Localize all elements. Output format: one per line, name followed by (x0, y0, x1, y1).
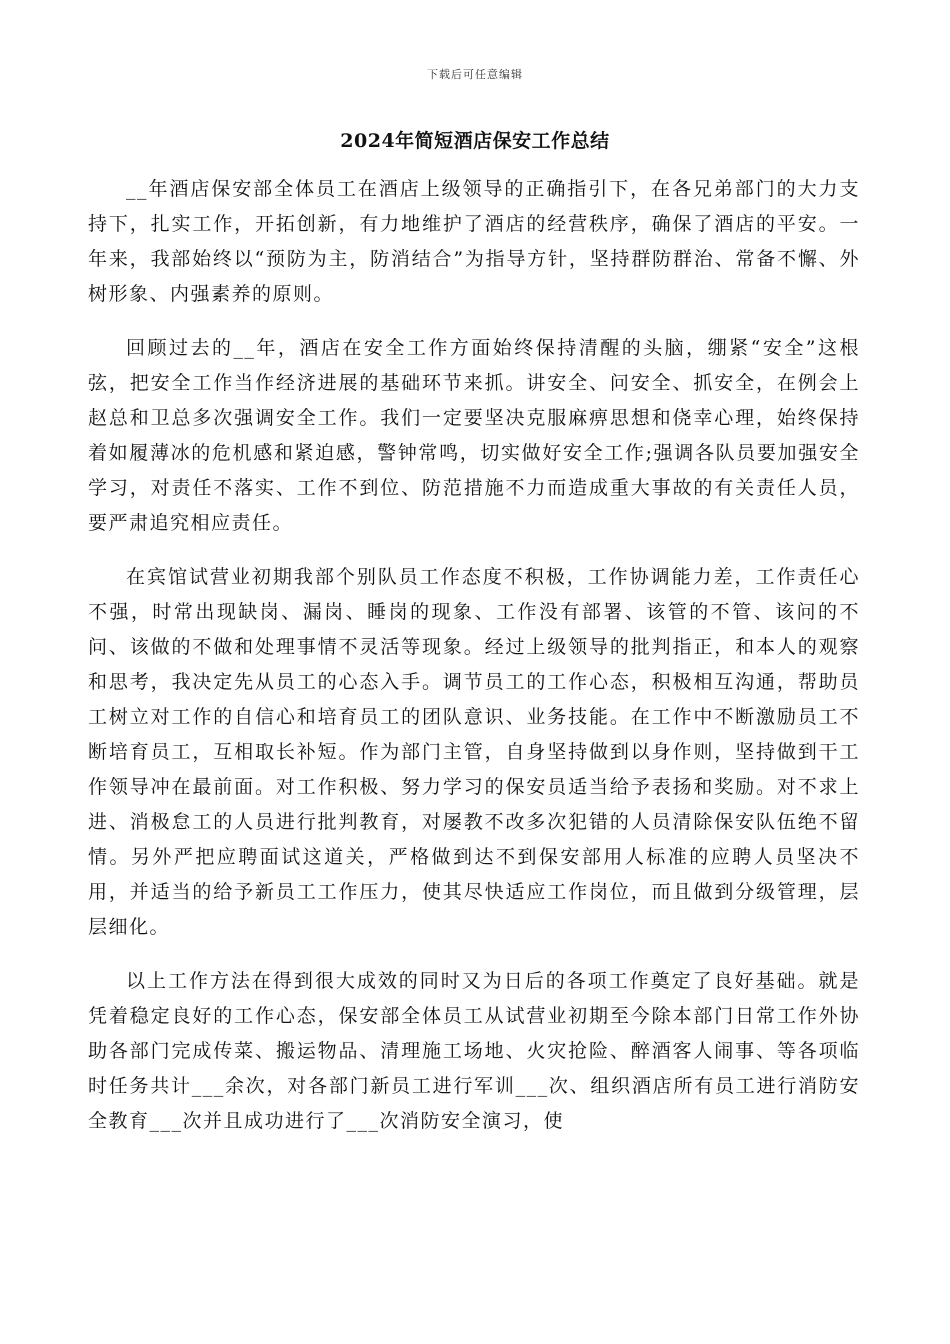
paragraph-1: __年酒店保安部全体员工在酒店上级领导的正确指引下，在各兄弟部门的大力支持下，扎实工作，开拓创新，有力地维护了酒店的经营秩序，确保了酒店的平安。一年来，我部始终以“预防为主，防消结合”为指导方针，坚持群防群治、常备不懈、外树形象、内强素养的原则。 (88, 178, 860, 305)
document-title: 2024年简短酒店保安工作总结 (340, 130, 610, 152)
paragraph-3: 在宾馆试营业初期我部个别队员工作态度不积极，工作协调能力差，工作责任心不强，时常出现缺岗、漏岗、睡岗的现象、工作没有部署、该管的不管、该问的不问、该做的不做和处理事情不灵活等现象。经过上级领导的批判指正，和本人的观察和思考，我决定先从员工的心态入手。调节员工的工作心态，积极相互沟通，帮助员工树立对工作的自信心和培育员工的团队意识、业务技能。在工作中不断激励员工不断培育员工，互相取长补短。作为部门主管，自身坚持做到以身作则，坚持做到干工作领导冲在最前面。对工作积极、努力学习的保安员适当给予表扬和奖励。对不求上进、消极怠工的人员进行批判教育，对屡教不改多次犯错的人员清除保安队伍绝不留情。另外严把应聘面试这道关，严格做到达不到保安部用人标准的应聘人员坚决不用，并适当的给予新员工工作压力，使其尽快适应工作岗位，而且做到分级管理，层层细化。 (88, 566, 860, 938)
document-body (88, 172, 860, 1158)
paragraph-4: 以上工作方法在得到很大成效的同时又为日后的各项工作奠定了良好基础。就是凭着稳定良好的工作心态，保安部全体员工从试营业初期至今除本部门日常工作外协助各部门完成传菜、搬运物品、清理施工场地、火灾抢险、醉酒客人闹事、等各项临时任务共计___余次，对各部门新员工进行军训___次、组织酒店所有员工进行消防安全教育___次并且成功进行了___次消防安全演习，使 (88, 970, 860, 1132)
paragraph-2: 回顾过去的__年，酒店在安全工作方面始终保持清醒的头脑，绷紧“安全”这根弦，把安全工作当作经济进展的基础环节来抓。讲安全、问安全、抓安全，在例会上赵总和卫总多次强调安全工作。我们一定要坚决克服麻痹思想和侥幸心理，始终保持着如履薄冰的危机感和紧迫感，警钟常鸣，切实做好安全工作;强调各队员要加强安全学习，对责任不落实、工作不到位、防范措施不力而造成重大事故的有关责任人员，要严肃追究相应责任。 (88, 337, 860, 534)
header-note: 下载后可任意编辑 (427, 68, 523, 81)
